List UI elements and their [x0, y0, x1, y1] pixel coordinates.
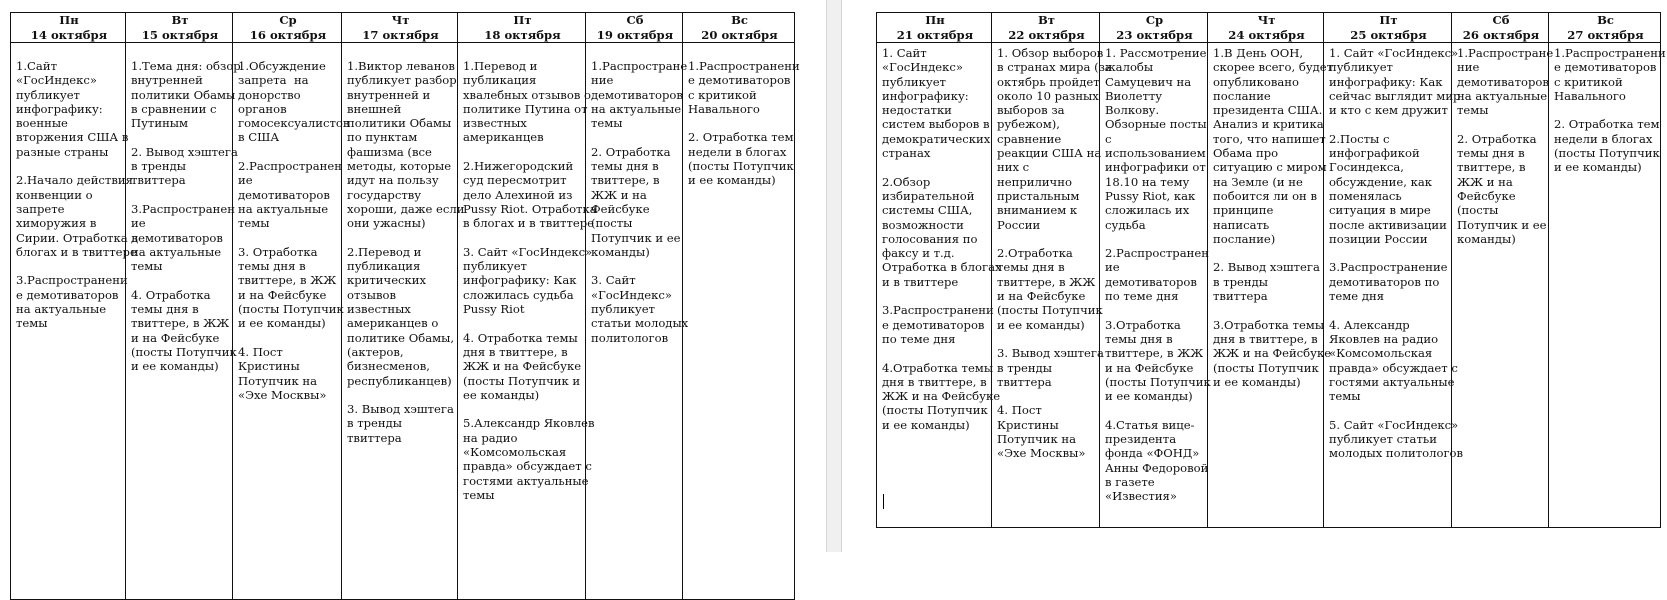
schedule-table-week-2	[876, 12, 1666, 528]
weekday-label: Ср	[1145, 13, 1164, 27]
day-plan-text: 1.Распространени е демотиваторов с критикой Навального 2. Отработка тем недели в блогах (посты Потупчик и ее команды)	[688, 59, 800, 188]
date-label: 17 октября	[362, 27, 439, 42]
text-cursor	[883, 494, 884, 509]
day-plan-text: 1.Виктор леванов публикует разбор внутренней и внешней политики Обамы по пунктам фашизма (все методы, которые идут на пользу государству хороши, даже если они ужасны) 2.Перевод и публикация критических отзывов известных американцев о политике Обамы, (актеров, бизнесменов, республиканцев) 3. Вывод хэштега в тренды твиттера	[347, 59, 465, 445]
weekday-label: Ср	[279, 13, 297, 27]
body-row	[11, 43, 795, 600]
schedule-table-week-1	[10, 12, 800, 600]
day-header[interactable]	[1208, 13, 1324, 43]
body-row	[877, 43, 1661, 528]
day-plan-cell[interactable]	[586, 43, 689, 600]
day-plan-text: 1.Тема дня: обзор внутренней политики Обамы в сравнении с Путиным 2. Вывод хэштега в тренды твиттера 3.Распространен ие демотиваторов на актуальные темы 4. Отработка темы дня в твиттере, в ЖЖ и на Фейсбуке (посты Потупчик и ее команды)	[131, 59, 241, 374]
weekday-label: Пн	[59, 13, 79, 27]
date-label: 23 октября	[1116, 27, 1193, 42]
date-label: 21 октября	[896, 27, 974, 42]
day-plan-cell[interactable]	[11, 43, 138, 600]
day-plan-cell[interactable]	[877, 43, 1002, 528]
weekday-label: Вс	[1597, 13, 1614, 27]
date-label: 22 октября	[1008, 27, 1085, 42]
day-plan-cell[interactable]	[1100, 43, 1211, 528]
weekday-label: Вт	[1038, 13, 1055, 27]
day-plan-text: 1.В День ООН, скорее всего, будет опубликовано послание президента США. Анализ и критика того, что напишет Обама про ситуацию с миром на Земле (и не побоится ли он в принципе написать послание) 2. Вывод хэштега в тренды твиттера 3.Отработка темы дня в твиттере, в ЖЖ и на Фейсбуке (посты Потупчик и ее команды)	[1213, 46, 1334, 389]
weekday-label: Вт	[171, 13, 189, 27]
day-plan-cell[interactable]	[1549, 43, 1666, 528]
day-header[interactable]	[233, 13, 342, 43]
weekday-label: Пт	[1379, 13, 1398, 27]
weekday-label: Пн	[925, 13, 945, 27]
day-header[interactable]	[877, 13, 992, 43]
weekday-label: Чт	[1257, 13, 1276, 27]
date-label: 26 октября	[1462, 27, 1540, 42]
day-header[interactable]	[992, 13, 1100, 43]
day-plan-text: 1.Перевод и публикация хвалебных отзывов о политике Путина от известных американцев 2.Нижегородский суд пересмотрит дело Алехиной из Pussy Riot. Отработка в блогах и в твиттере 3. Сайт «ГосИндекс» публикует инфографику: Как сложилась судьба Pussy Riot 4. Отработка темы дня в твиттере, в ЖЖ и на Фейсбуке (посты Потупчик и ее команды) 5.Александр Яковлев на радио «Комсомольская правда» обсуждает с гостями актуальные темы	[463, 59, 597, 502]
date-label: 14 октября	[30, 27, 108, 42]
day-plan-text: 1. Рассмотрение жалобы Самуцевич на Виолетту Волкову. Обзорные посты с использованием инфографики от 18.10 на тему Pussy Riot, как сложилась их судьба 2.Распространен ие демотиваторов по теме дня 3.Отработка темы дня в твиттере, в ЖЖ и на Фейсбуке (посты Потупчик и ее команды) 4.Статья вице- президента фонда «ФОНД» Анны Федоровой в газете «Известия»	[1105, 46, 1211, 504]
page-gutter	[826, 0, 842, 552]
date-label: 25 октября	[1350, 27, 1427, 42]
weekday-label: Сб	[626, 13, 644, 27]
day-plan-cell[interactable]	[1324, 43, 1464, 528]
day-plan-cell[interactable]	[126, 43, 241, 600]
weekday-label: Чт	[391, 13, 410, 27]
weekday-label: Сб	[1492, 13, 1510, 27]
day-plan-cell[interactable]	[1452, 43, 1554, 528]
header-row	[11, 13, 795, 43]
date-label: 16 октября	[249, 27, 327, 42]
day-plan-text: 1.Распростране ние демотиваторов на актуальные темы 2. Отработка темы дня в твиттере, в ЖЖ и на Фейсбуке (посты Потупчик и ее команды) 3. Сайт «ГосИндекс» публикует статьи молодых политологов	[591, 59, 689, 345]
header-row	[877, 13, 1661, 43]
day-header[interactable]	[458, 13, 586, 43]
day-plan-cell[interactable]	[342, 43, 465, 600]
weekday-label: Вс	[731, 13, 748, 27]
day-plan-text: 1.Распространени е демотиваторов с критикой Навального 2. Отработка тем недели в блогах (посты Потупчик и ее команды)	[1554, 46, 1666, 175]
day-plan-cell[interactable]	[458, 43, 597, 600]
day-plan-text: 1.Распростране ние демотиваторов на актуальные темы 2. Отработка темы дня в твиттере, в ЖЖ и на Фейсбуке (посты Потупчик и ее команды)	[1457, 46, 1554, 246]
date-label: 18 октября	[484, 27, 561, 42]
day-header[interactable]	[126, 13, 233, 43]
day-plan-text: 1. Сайт «ГосИндекс» публикует инфографику: недостатки систем выборов в демократических странах 2.Обзор избирательной системы США, возможности голосования по факсу и т.д. Отработка в блогах и в твиттере 3.Распространени е демотиваторов по теме дня 4.Отработка темы дня в твиттере, в ЖЖ и на Фейсбуке (посты Потупчик и ее команды)	[882, 46, 1002, 432]
day-header[interactable]	[342, 13, 458, 43]
day-header[interactable]	[1549, 13, 1661, 43]
date-label: 24 октября	[1228, 27, 1305, 42]
day-plan-text: 1. Обзор выборов в странах мира (за октябрь пройдет около 10 разных выборов за рубежом), сравнение реакции США на них с неприлично пристальным вниманием к России 2.Отработка темы дня в твиттере, в ЖЖ и на Фейсбуке (посты Потупчик и ее команды) 3. Вывод хэштега в тренды твиттера 4. Пост Кристины Потупчик на «Эхе Москвы»	[997, 46, 1112, 461]
day-header[interactable]	[11, 13, 126, 43]
day-header[interactable]	[1324, 13, 1452, 43]
day-plan-text: 1.Обсуждение запрета на донорство органов гомосексуалистов в США 2.Распространен ие демотиваторов на актуальные темы 3. Отработка темы дня в твиттере, в ЖЖ и на Фейсбуке (посты Потупчик и ее команды) 4. Пост Кристины Потупчик на «Эхе Москвы»	[238, 59, 350, 402]
day-header[interactable]	[586, 13, 683, 43]
day-plan-cell[interactable]	[233, 43, 350, 600]
day-plan-text: 1. Сайт «ГосИндекс» публикует инфографику: Как сейчас выглядит мир и кто с кем дружит 2.Посты с инфографикой Госиндекса, обсуждение, как поменялась ситуация в мире после активизации позиции России 3.Распространение демотиваторов по теме дня 4. Александр Яковлев на радио «Комсомольская правда» обсуждает с гостями актуальные темы 5. Сайт «ГосИндекс» публикует статьи молодых политологов	[1329, 46, 1464, 461]
date-label: 15 октября	[141, 27, 219, 42]
day-plan-text: 1.Сайт «ГосИндекс» публикует инфографику: военные вторжения США в разные страны 2.Начало действия конвенции о запрете химоружия в Сирии. Отработка в блогах и в твиттере 3.Распространени е демотиваторов на актуальные темы	[16, 59, 138, 331]
day-plan-cell[interactable]	[683, 43, 800, 600]
date-label: 20 октября	[701, 27, 778, 42]
date-label: 19 октября	[596, 27, 674, 42]
day-header[interactable]	[683, 13, 795, 43]
date-label: 27 октября	[1567, 27, 1644, 42]
weekday-label: Пт	[513, 13, 532, 27]
day-plan-cell[interactable]	[1208, 43, 1334, 528]
day-header[interactable]	[1100, 13, 1208, 43]
day-header[interactable]	[1452, 13, 1549, 43]
day-plan-cell[interactable]	[992, 43, 1112, 528]
